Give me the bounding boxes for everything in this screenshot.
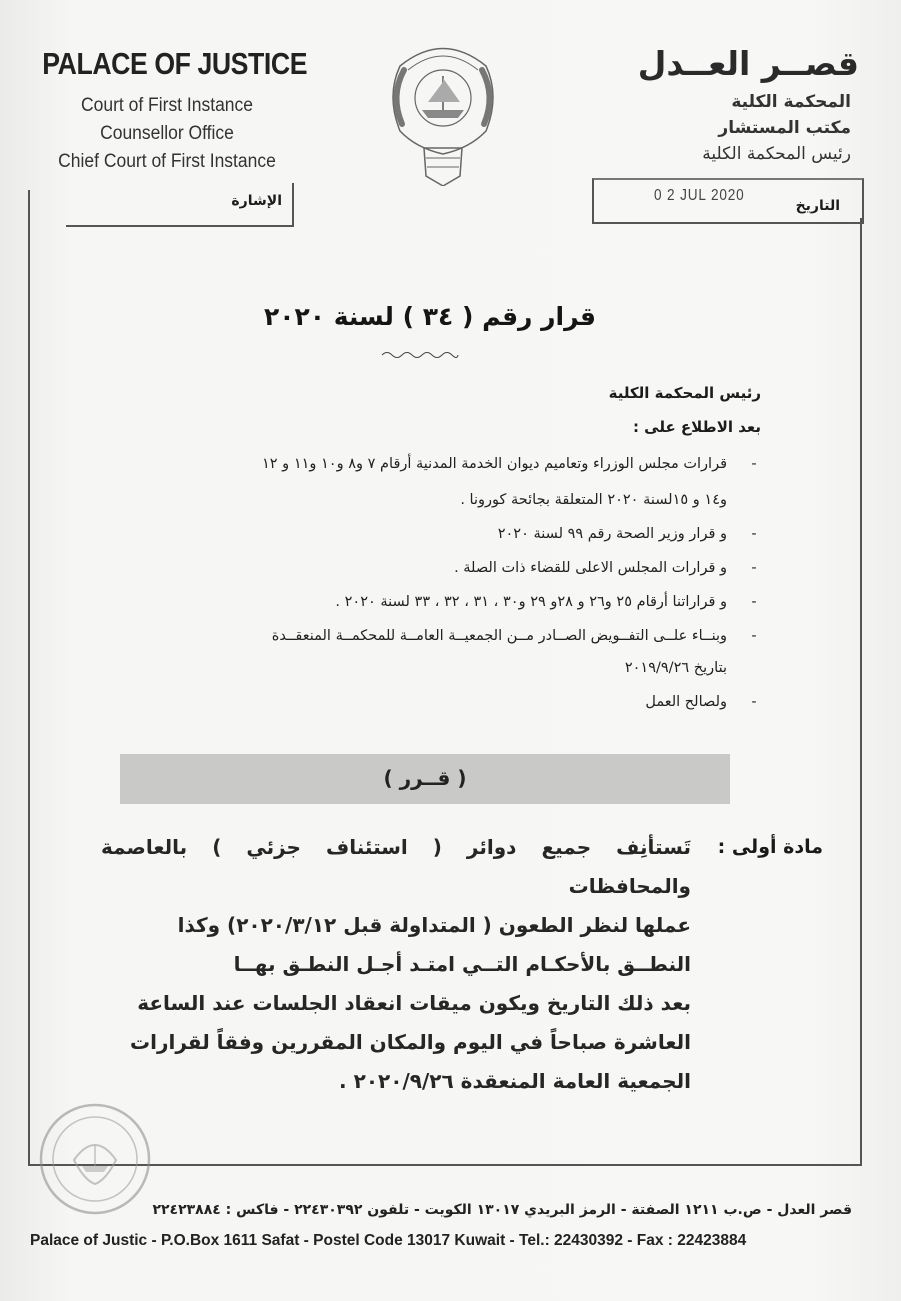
list-dash: - bbox=[751, 694, 757, 710]
arabic-institution-title: قصــر العــدل bbox=[637, 44, 859, 83]
article-label: مادة أولى : bbox=[717, 836, 823, 858]
frame-right-border bbox=[860, 218, 862, 1165]
arabic-line-chief: رئيس المحكمة الكلية bbox=[702, 144, 851, 164]
list-dash: - bbox=[751, 628, 757, 644]
article-line: الجمعية العامة المنعقدة ٢٠٢٠/٩/٢٦ . bbox=[339, 1069, 691, 1093]
list-dash: - bbox=[751, 560, 757, 576]
decision-band-text: ( قــرر ) bbox=[383, 766, 467, 790]
preamble-item bbox=[111, 554, 761, 582]
preamble-list bbox=[111, 450, 761, 716]
english-letterhead bbox=[22, 46, 312, 176]
preamble-item-line: وبنــاء علــى التفــويض الصــادر مــن الجمعيــة العامــة للمحكمــة المنعقــدة bbox=[271, 628, 727, 644]
preamble-item-line: قرارات مجلس الوزراء وتعاميم ديوان الخدمة المدنية أرقام ٧ و٨ و١٠ و١١ و ١٢ bbox=[262, 456, 727, 472]
frame-left-border bbox=[28, 190, 30, 1165]
court-seal-icon bbox=[36, 1100, 154, 1218]
arabic-letterhead bbox=[559, 44, 859, 167]
preamble-item bbox=[111, 688, 761, 716]
preamble-item bbox=[111, 520, 761, 548]
preamble-item-line: و١٤ و ١٥لسنة ٢٠٢٠ المتعلقة بجائحة كورونا . bbox=[460, 492, 727, 508]
list-dash: - bbox=[751, 594, 757, 610]
issuer-heading: رئيس المحكمة الكلية bbox=[608, 384, 761, 402]
preamble-item-line: ولصالح العمل bbox=[645, 694, 727, 710]
article-line: عملها لنظر الطعون ( المتداولة قبل ٢٠٢٠/٣/١٢) وكذا bbox=[177, 913, 691, 937]
reference-box bbox=[66, 183, 294, 227]
kuwait-emblem-icon bbox=[380, 36, 506, 186]
preamble-item-line: بتاريخ ٢٠١٩/٩/٢٦ bbox=[624, 660, 727, 676]
arabic-line-office: مكتب المستشار bbox=[718, 118, 851, 138]
article-line: النطــق بالأحكـام التــي امتـد أجـل النطـق بهــا bbox=[233, 952, 691, 976]
article-line: بعد ذلك التاريخ ويكون ميقات انعقاد الجلسات عند الساعة bbox=[137, 991, 691, 1015]
article-line: تَستأنِف جميع دوائر ( استئناف جزئي ) بالعاصمة والمحافظات bbox=[101, 835, 691, 898]
preamble-item-line: و قراراتنا أرقام ٢٥ و٢٦ و ٢٨و ٢٩ و٣٠ ، ٣١ ، ٣٢ ، ٣٣ لسنة ٢٠٢٠ . bbox=[335, 594, 727, 610]
footer-english-contact: Palace of Justic - P.O.Box 1611 Safat - Postel Code 13017 Kuwait - Tel.: 22430392 - Fax : 22423884 bbox=[30, 1232, 747, 1249]
english-line-office: Counsellor Office bbox=[100, 123, 234, 144]
date-stamp: 0 2 JUL 2020 bbox=[653, 187, 745, 204]
date-label: التاريخ bbox=[795, 198, 840, 214]
english-institution-title: PALACE OF JUSTICE bbox=[42, 46, 308, 81]
title-underline-ornament bbox=[380, 348, 460, 362]
preamble-item-line: و قرار وزير الصحة رقم ٩٩ لسنة ٢٠٢٠ bbox=[497, 526, 727, 542]
english-line-chief: Chief Court of First Instance bbox=[58, 151, 276, 172]
footer-arabic-contact: قصر العدل - ص.ب ١٢١١ الصفتة - الرمز البريدي ١٣٠١٧ الكويت - تلفون ٢٢٤٣٠٣٩٢ - فاكس : ٢٢٤٢٣٨٨٤ bbox=[152, 1202, 852, 1218]
list-dash: - bbox=[751, 456, 757, 472]
list-dash: - bbox=[751, 526, 757, 542]
preamble-item bbox=[111, 588, 761, 616]
preamble-item-line: و قرارات المجلس الاعلى للقضاء ذات الصلة . bbox=[454, 560, 727, 576]
article-body bbox=[101, 828, 691, 1101]
english-line-court: Court of First Instance bbox=[81, 95, 253, 116]
arabic-line-court: المحكمة الكلية bbox=[731, 92, 851, 112]
article-line: العاشرة صباحاً في اليوم والمكان المقررين وفقاً لقرارات bbox=[130, 1030, 691, 1054]
after-review-heading: بعد الاطلاع على : bbox=[632, 418, 761, 436]
decision-title: قرار رقم ( ٣٤ ) لسنة ٢٠٢٠ bbox=[263, 302, 597, 331]
date-box bbox=[592, 178, 864, 224]
preamble-item bbox=[111, 450, 761, 514]
preamble-item bbox=[111, 622, 761, 682]
decision-band bbox=[120, 754, 730, 804]
reference-label: الإشارة bbox=[231, 193, 282, 209]
